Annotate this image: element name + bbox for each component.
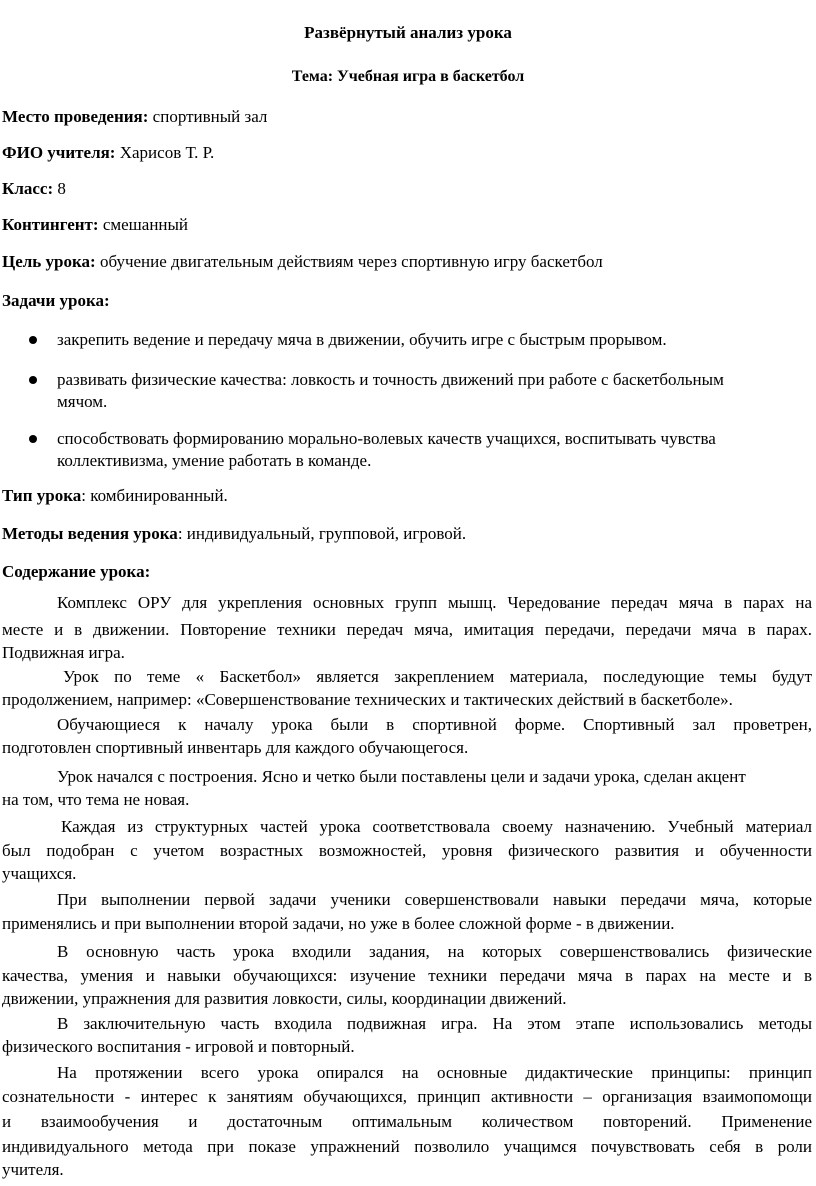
field-value: Харисов Т. Р. [115, 143, 215, 162]
field-value: смешанный [98, 215, 189, 234]
content-line: на том, что тема не новая. [2, 790, 190, 809]
field-venue [2, 106, 267, 129]
task-item-continued: мячом. [57, 392, 108, 411]
task-item-continued: коллективизма, умение работать в команде. [57, 451, 372, 470]
field-value: 8 [53, 179, 66, 198]
lesson-methods [2, 523, 466, 546]
field-teacher [2, 142, 214, 165]
task-item: развивать физические качества: ловкость и точность движений при работе с баскетбольным [57, 370, 724, 389]
bullet-icon [29, 336, 37, 344]
content-line: подготовлен спортивный инвентарь для каждого обучающегося. [2, 738, 469, 757]
field-label: ФИО учителя: [2, 143, 116, 162]
bullet-icon [29, 376, 37, 384]
field-label: Цель урока: [2, 252, 96, 271]
lesson-type-label: Тип урока [2, 486, 82, 505]
content-line: был подобран с учетом возрастных возможностей, уровня физического развития и обученности [2, 841, 812, 860]
task-item: способствовать формированию морально-волевых качеств учащихся, воспитывать чувства [57, 429, 716, 448]
content-line: Урок по теме « Баскетбол» является закреплением материала, последующие темы будут [63, 667, 812, 686]
content-line: и взаимообучения и достаточным оптимальным количеством повторений. Применение [2, 1112, 812, 1131]
field-contingent [2, 214, 188, 237]
lesson-type-value: : комбинированный. [81, 486, 228, 505]
content-line: Обучающиеся к началу урока были в спортивной форме. Спортивный зал проветрен, [57, 715, 812, 734]
content-line: продолжением, например: «Совершенствование технических и тактических действий в баскетболе». [2, 690, 733, 709]
content-line: индивидуального метода при показе упражнений позволило учащимся почувствовать себя в роли [2, 1137, 812, 1156]
tasks-heading: Задачи урока: [2, 291, 110, 310]
content-line: В основную часть урока входили задания, на которых совершенствовались физические [57, 942, 812, 961]
content-line: Урок начался с построения. Ясно и четко были поставлены цели и задачи урока, сделан акцент [57, 767, 746, 786]
content-line: При выполнении первой задачи ученики совершенствовали навыки передачи мяча, которые [57, 890, 812, 909]
content-line: Подвижная игра. [2, 643, 125, 662]
content-line: Каждая из структурных частей урока соответствовала своему назначению. Учебный материал [61, 817, 812, 836]
content-line: учителя. [2, 1160, 64, 1179]
content-line: В заключительную часть входила подвижная игра. На этом этапе использовались методы [57, 1014, 812, 1033]
field-label: Класс: [2, 179, 54, 198]
methods-label: Методы ведения урока [2, 524, 178, 543]
content-line: качества, умения и навыки обучающихся: изучение техники передачи мяча в парах на месте и в [2, 966, 812, 985]
task-item: закрепить ведение и передачу мяча в движении, обучить игре с быстрым прорывом. [57, 330, 667, 349]
document-title: Развёрнутый анализ урока [304, 23, 512, 42]
content-line: движении, упражнения для развития ловкости, силы, координации движений. [2, 989, 567, 1008]
field-value: обучение двигательным действиям через спортивную игру баскетбол [95, 252, 603, 271]
field-class [2, 178, 66, 201]
content-line: месте и в движении. Повторение техники передач мяча, имитация передачи, передачи мяча в парах. [2, 620, 812, 639]
field-label: Контингент: [2, 215, 99, 234]
field-label: Место проведения: [2, 107, 149, 126]
content-line: На протяжении всего урока опирался на основные дидактические принципы: принцип [57, 1063, 812, 1082]
bullet-icon [29, 435, 37, 443]
content-line: Комплекс ОРУ для укрепления основных групп мышц. Чередование передач мяча в парах на [57, 593, 812, 612]
content-heading: Содержание урока: [2, 562, 151, 581]
content-line: учащихся. [2, 864, 77, 883]
lesson-topic: Тема: Учебная игра в баскетбол [291, 68, 525, 85]
field-goal [2, 251, 603, 274]
content-line: применялись и при выполнении второй задачи, но уже в более сложной форме - в движении. [2, 914, 675, 933]
content-line: сознательности - интерес к занятиям обучающихся, принцип активности – организация взаимопомощи [2, 1087, 812, 1106]
field-value: спортивный зал [148, 107, 268, 126]
lesson-type [2, 485, 228, 508]
methods-value: : индивидуальный, групповой, игровой. [177, 524, 467, 543]
content-line: физического воспитания - игровой и повторный. [2, 1037, 355, 1056]
